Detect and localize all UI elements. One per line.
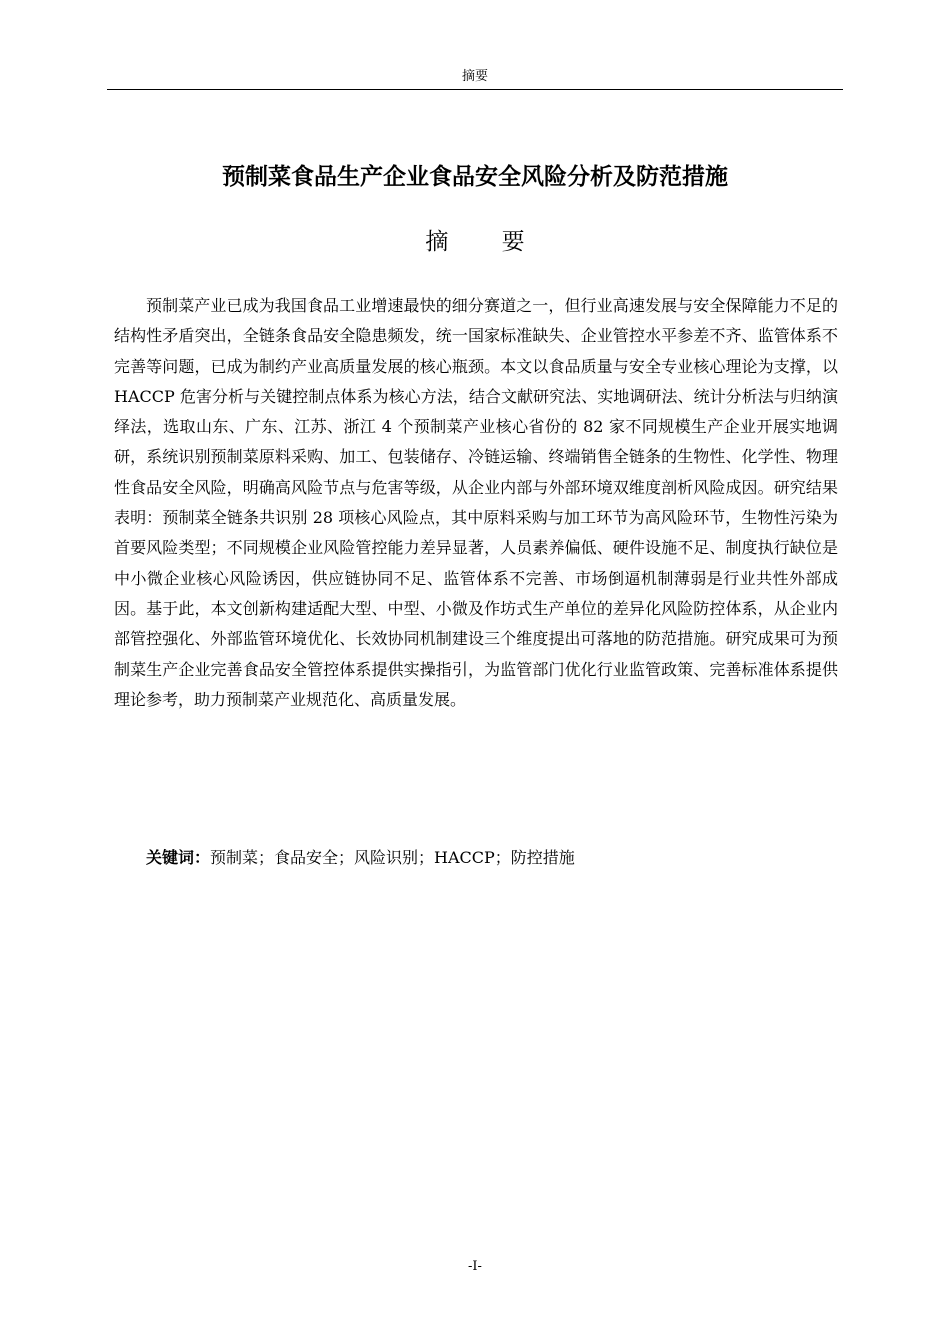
abstract-heading: 摘 要	[425, 229, 548, 255]
abstract-paragraph: 预制菜产业已成为我国食品工业增速最快的细分赛道之一，但行业高速发展与安全保障能力不足的结构性矛盾突出，全链条食品安全隐患频发，统一国家标准缺失、企业管控水平参差不齐、监管体系不完善等问题，已成为制约产业高质量发展的核心瓶颈。本文以食品质量与安全专业核心理论为支撑，以 HACCP 危害分析与关键控制点体系为核心方法，结合文献研究法、实地调研法、统计分析法与归纳演绎法，选取山东、广东、江苏、浙江 4 个预制菜产业核心省份的 82 家不同规模生产企业开展实地调研，系统识别预制菜原料采购、加工、包装储存、冷链运输、终端销售全链条的生物性、化学性、物理性食品安全风险，明确高风险节点与危害等级，从企业内部与外部环境双维度剖析风险成因。研究结果表明：预制菜全链条共识别 28 项核心风险点，其中原料采购与加工环节为高风险环节，生物性污染为首要风险类型；不同规模企业风险管控能力差异显著，人员素养偏低、硬件设施不足、制度执行缺位是中小微企业核心风险诱因，供应链协同不足、监管体系不完善、市场倒逼机制薄弱是行业共性外部成因。基于此，本文创新构建适配大型、中型、小微及作坊式生产单位的差异化风险防控体系，从企业内部管控强化、外部监管环境优化、长效协同机制建设三个维度提出可落地的防范措施。研究成果可为预制菜生产企业完善食品安全管控体系提供实操指引，为监管部门优化行业监管政策、完善标准体系提供理论参考，助力预制菜产业规范化、高质量发展。	[114, 296, 838, 709]
keywords-line	[146, 843, 838, 873]
keywords-label: 关键词：	[146, 848, 211, 867]
document-title: 预制菜食品生产企业食品安全风险分析及防范措施	[222, 164, 728, 190]
running-header: 摘要	[461, 69, 488, 84]
header-divider	[107, 89, 843, 90]
keywords-text: 预制菜；食品安全；风险识别；HACCP；防控措施	[210, 848, 575, 867]
page-number: -I-	[468, 1259, 482, 1274]
